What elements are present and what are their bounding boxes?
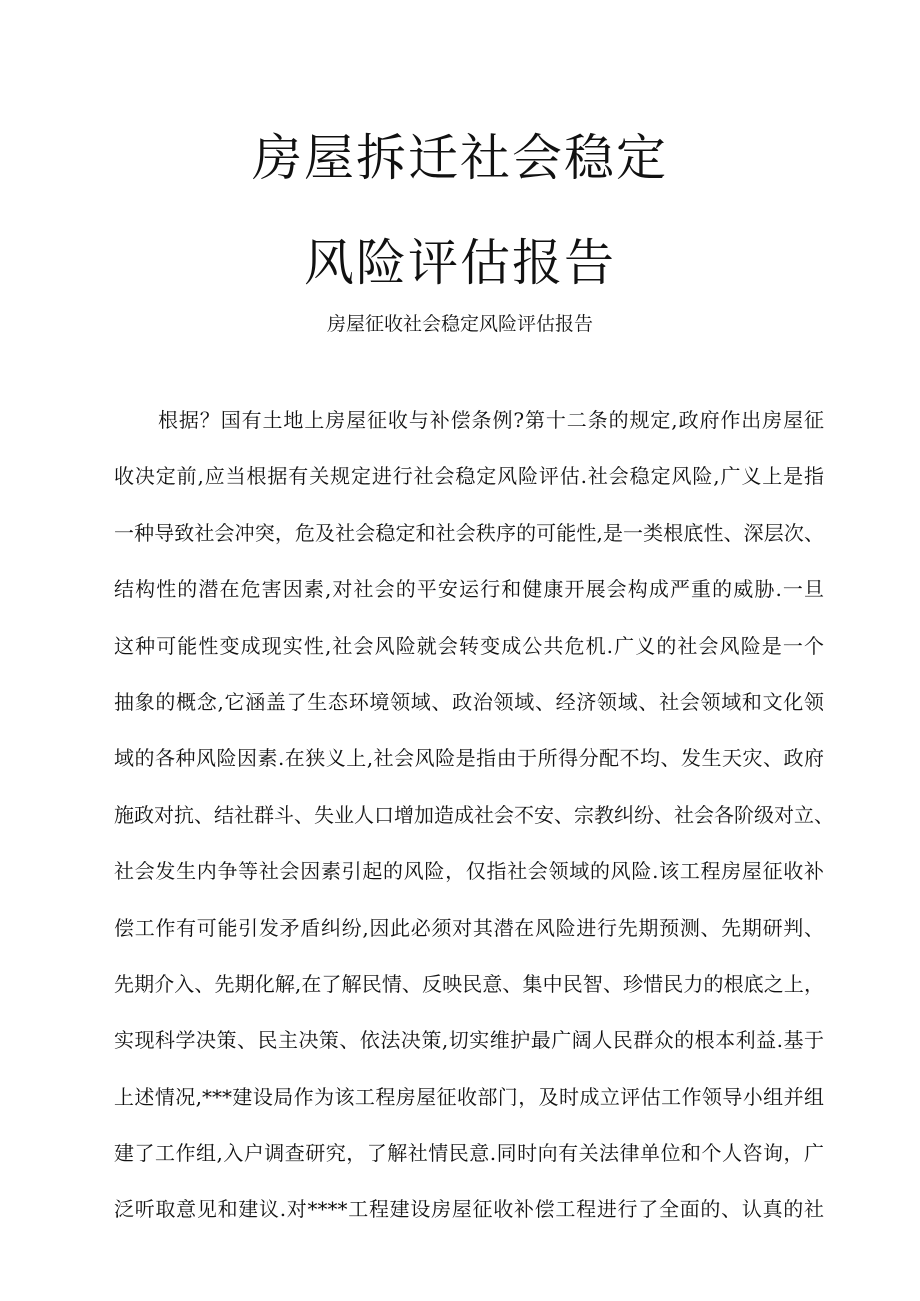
paragraph-line: 域的各种风险因素.在狭义上,社会风险是指由于所得分配不均、发生天灾、政府 (114, 746, 824, 771)
paragraph-line: 先期介入、先期化解,在了解民情、反映民意、集中民智、珍惜民力的根底之上， (114, 971, 824, 996)
document-subtitle: 房屋征收社会稳定风险评估报告 (326, 313, 593, 335)
body-paragraph (114, 392, 834, 1238)
paragraph-line: 社会发生内争等社会因素引起的风险，仅指社会领域的风险.该工程房屋征收补 (114, 859, 824, 884)
paragraph-line: 上述情况,***建设局作为该工程房屋征收部门，及时成立评估工作领导小组并组 (114, 1084, 824, 1109)
paragraph-line: 收决定前,应当根据有关规定进行社会稳定风险评估.社会稳定风险,广义上是指 (114, 464, 824, 489)
document-title-line-1: 房屋拆迁社会稳定 (252, 129, 668, 187)
document-title-line-2: 风险评估报告 (304, 234, 616, 292)
paragraph-line: 根据？国有土地上房屋征收与补偿条例?第十二条的规定,政府作出房屋征 (158, 408, 824, 432)
paragraph-line: 实现科学决策、民主决策、依法决策,切实维护最广阔人民群众的根本利益.基于 (114, 1028, 824, 1053)
paragraph-line: 一种导致社会冲突，危及社会稳定和社会秩序的可能性,是一类根底性、深层次、 (114, 520, 824, 545)
paragraph-line: 泛听取意见和建议.对****工程建设房屋征收补偿工程进行了全面的、认真的社 (114, 1197, 824, 1222)
paragraph-line: 抽象的概念,它涵盖了生态环境领域、政治领域、经济领域、社会领域和文化领 (114, 689, 824, 714)
paragraph-line: 建了工作组,入户调查研究，了解社情民意.同时向有关法律单位和个人咨询，广 (114, 1141, 824, 1166)
paragraph-line: 偿工作有可能引发矛盾纠纷,因此必须对其潜在风险进行先期预测、先期研判、 (114, 915, 824, 940)
paragraph-line: 施政对抗、结社群斗、失业人口增加造成社会不安、宗教纠纷、社会各阶级对立、 (114, 802, 834, 827)
paragraph-line: 结构性的潜在危害因素,对社会的平安运行和健康开展会构成严重的威胁.一旦 (114, 577, 824, 602)
paragraph-line: 这种可能性变成现实性,社会风险就会转变成公共危机.广义的社会风险是一个 (114, 633, 824, 658)
